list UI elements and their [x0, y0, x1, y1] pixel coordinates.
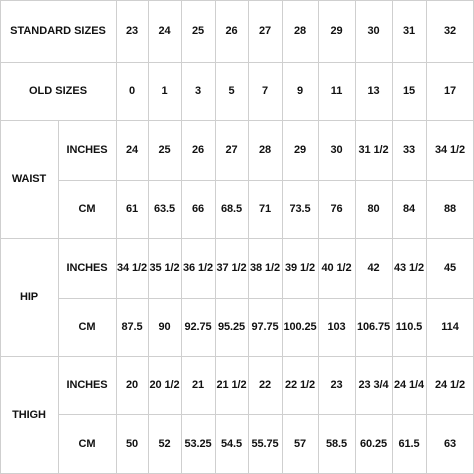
- hip-inches-value-8: 42: [367, 261, 380, 274]
- waist-group-label: WAIST: [11, 172, 47, 185]
- thigh-cm-unit-label: CM: [78, 437, 96, 450]
- hip-cm-value-2: 90: [158, 320, 171, 333]
- standard-size-value-9: 31: [402, 24, 416, 37]
- old-size-value-5: 7: [261, 84, 269, 97]
- hip-inches-value-2: 35 1/2: [149, 261, 180, 274]
- hip-group-label: HIP: [19, 290, 39, 303]
- hip-inches-value-5: 38 1/2: [250, 261, 280, 274]
- hip-inches-unit-label: INCHES: [66, 261, 108, 274]
- hip-inches-value-4: 37 1/2: [216, 261, 247, 274]
- thigh-inches-value-6: 22 1/2: [285, 378, 315, 391]
- old-size-value-10: 17: [443, 84, 457, 97]
- thigh-cm-value-1: 50: [125, 437, 139, 450]
- standard-sizes-label: STANDARD SIZES: [10, 24, 106, 37]
- waist-inches-value-6: 29: [293, 143, 307, 156]
- thigh-cm-value-8: 60.25: [359, 437, 388, 450]
- hip-cm-value-3: 92.75: [184, 320, 212, 333]
- waist-inches-value-7: 30: [330, 143, 343, 156]
- standard-size-value-10: 32: [443, 24, 457, 37]
- hip-cm-value-1: 87.5: [121, 320, 143, 333]
- waist-cm-value-9: 84: [402, 202, 416, 215]
- hip-cm-value-6: 100.25: [283, 320, 317, 333]
- waist-inches-value-5: 28: [258, 143, 272, 156]
- waist-cm-value-3: 66: [191, 202, 205, 215]
- thigh-inches-value-4: 21 1/2: [216, 378, 247, 391]
- old-sizes-label: OLD SIZES: [28, 84, 88, 97]
- waist-inches-value-10: 34 1/2: [435, 143, 465, 156]
- standard-size-value-4: 26: [225, 24, 238, 37]
- hip-inches-value-3: 36 1/2: [183, 261, 213, 274]
- thigh-cm-value-10: 63: [443, 437, 457, 450]
- old-size-value-2: 1: [161, 84, 168, 97]
- hip-inches-value-7: 40 1/2: [321, 261, 352, 274]
- hip-cm-value-10: 114: [441, 320, 459, 333]
- thigh-cm-value-7: 58.5: [325, 437, 347, 450]
- hip-cm-value-9: 110.5: [395, 320, 423, 333]
- waist-inches-value-9: 33: [402, 143, 416, 156]
- old-size-value-1: 0: [128, 84, 136, 97]
- waist-cm-value-8: 80: [367, 202, 380, 215]
- waist-cm-value-4: 68.5: [220, 202, 242, 215]
- standard-size-value-5: 27: [258, 24, 272, 37]
- standard-size-value-1: 23: [125, 24, 139, 37]
- waist-cm-value-2: 63.5: [153, 202, 175, 215]
- standard-size-value-7: 29: [330, 24, 343, 37]
- standard-size-value-3: 25: [191, 24, 205, 37]
- hip-cm-value-5: 97.75: [251, 320, 279, 333]
- thigh-inches-value-9: 24 1/4: [394, 378, 424, 391]
- old-size-value-9: 15: [402, 84, 416, 97]
- thigh-cm-value-4: 54.5: [220, 437, 242, 450]
- waist-inches-value-8: 31 1/2: [358, 143, 389, 156]
- thigh-inches-value-3: 21: [191, 378, 205, 391]
- waist-inches-value-2: 25: [158, 143, 171, 156]
- hip-inches-value-10: 45: [443, 261, 457, 274]
- thigh-cm-value-2: 52: [158, 437, 171, 450]
- standard-size-value-2: 24: [158, 24, 171, 37]
- hip-inches-value-6: 39 1/2: [285, 261, 315, 274]
- hip-cm-value-7: 103: [327, 320, 346, 333]
- thigh-inches-unit-label: INCHES: [66, 378, 108, 391]
- thigh-inches-value-10: 24 1/2: [435, 378, 465, 391]
- waist-cm-value-7: 76: [330, 202, 343, 215]
- hip-inches-value-1: 34 1/2: [117, 261, 147, 274]
- thigh-cm-value-6: 57: [293, 437, 307, 450]
- waist-inches-value-1: 24: [125, 143, 139, 156]
- waist-cm-value-6: 73.5: [289, 202, 311, 215]
- waist-cm-unit-label: CM: [78, 202, 96, 215]
- thigh-inches-value-5: 22: [258, 378, 272, 391]
- thigh-group-label: THIGH: [12, 408, 46, 421]
- thigh-inches-value-8: 23 3/4: [358, 378, 389, 391]
- thigh-inches-value-7: 23: [330, 378, 343, 391]
- hip-cm-value-4: 95.25: [217, 320, 246, 333]
- waist-inches-value-3: 26: [191, 143, 205, 156]
- old-size-value-8: 13: [367, 84, 380, 97]
- thigh-inches-value-2: 20 1/2: [149, 378, 180, 391]
- waist-cm-value-1: 61: [125, 202, 139, 215]
- standard-size-value-6: 28: [293, 24, 307, 37]
- old-size-value-7: 11: [330, 84, 343, 97]
- hip-inches-value-9: 43 1/2: [394, 261, 424, 274]
- thigh-cm-value-3: 53.25: [184, 437, 212, 450]
- thigh-cm-value-9: 61.5: [398, 437, 420, 450]
- old-size-value-4: 5: [228, 84, 235, 97]
- old-size-value-3: 3: [194, 84, 202, 97]
- standard-size-value-8: 30: [367, 24, 380, 37]
- thigh-cm-value-5: 55.75: [251, 437, 279, 450]
- old-size-value-6: 9: [296, 84, 304, 97]
- hip-cm-value-8: 106.75: [356, 320, 391, 333]
- waist-inches-value-4: 27: [225, 143, 238, 156]
- waist-cm-value-10: 88: [443, 202, 457, 215]
- waist-inches-unit-label: INCHES: [66, 143, 108, 156]
- hip-cm-unit-label: CM: [78, 320, 96, 333]
- thigh-inches-value-1: 20: [125, 378, 139, 391]
- waist-cm-value-5: 71: [258, 202, 272, 215]
